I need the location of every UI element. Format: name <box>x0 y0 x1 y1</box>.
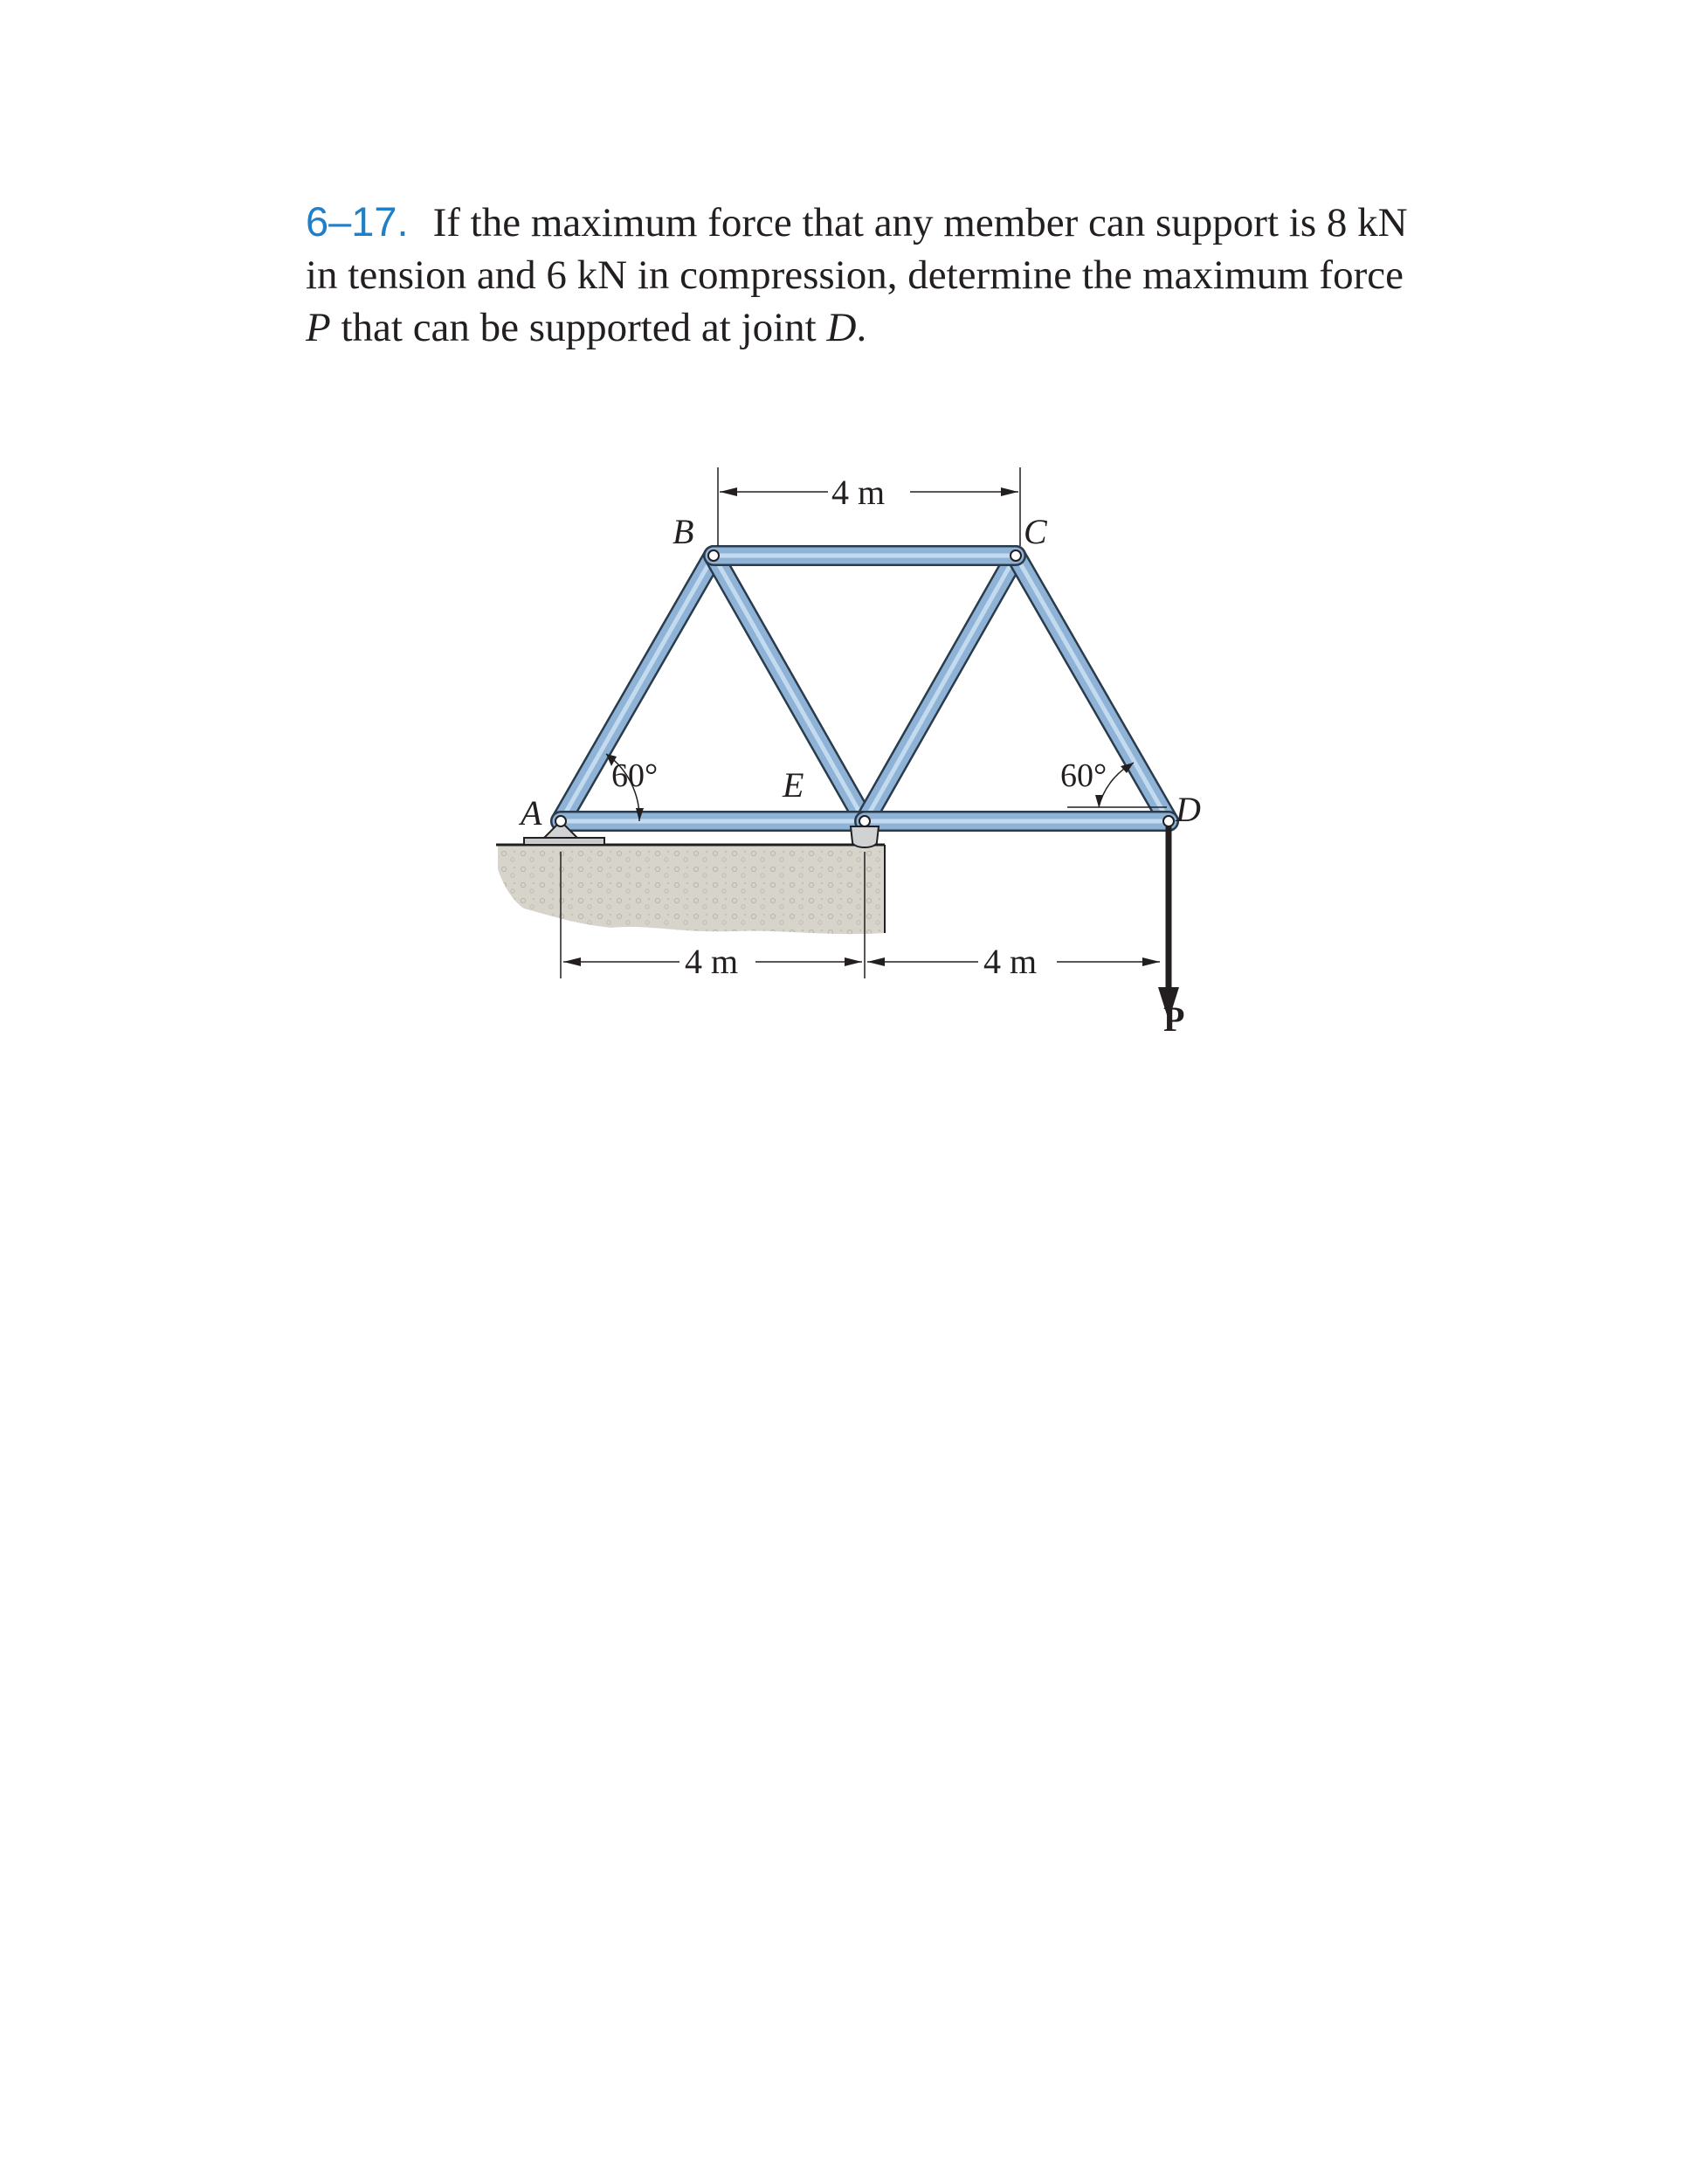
member-EC <box>865 556 1016 821</box>
problem-var-p: P <box>306 305 331 350</box>
load-label-p: P <box>1163 999 1185 1039</box>
problem-text-2: that can be supported at joint <box>330 305 827 350</box>
rocker-support-e <box>851 826 879 847</box>
dimension-label-bottom-left: 4 m <box>685 942 739 981</box>
problem-var-d: D <box>826 305 857 350</box>
joint-label-a: A <box>521 793 542 833</box>
ground <box>496 845 885 934</box>
joint-label-b: B <box>673 512 694 551</box>
dimension-label-bottom-right: 4 m <box>983 942 1038 981</box>
angle-label-right: 60° <box>1060 757 1107 794</box>
problem-text-1: If the maximum force that any member can support is 8 kN in tension and 6 kN in compression, determine the maximum force <box>306 200 1408 298</box>
joint-label-c: C <box>1024 512 1047 551</box>
problem-number: 6–17. <box>306 198 409 245</box>
problem-text-3: . <box>856 305 867 350</box>
angle-label-left: 60° <box>611 757 659 794</box>
dimension-label-top: 4 m <box>831 473 886 512</box>
load-arrow-p <box>1158 826 1179 1020</box>
joint-label-e: E <box>783 765 804 805</box>
joint-label-d: D <box>1176 790 1201 829</box>
